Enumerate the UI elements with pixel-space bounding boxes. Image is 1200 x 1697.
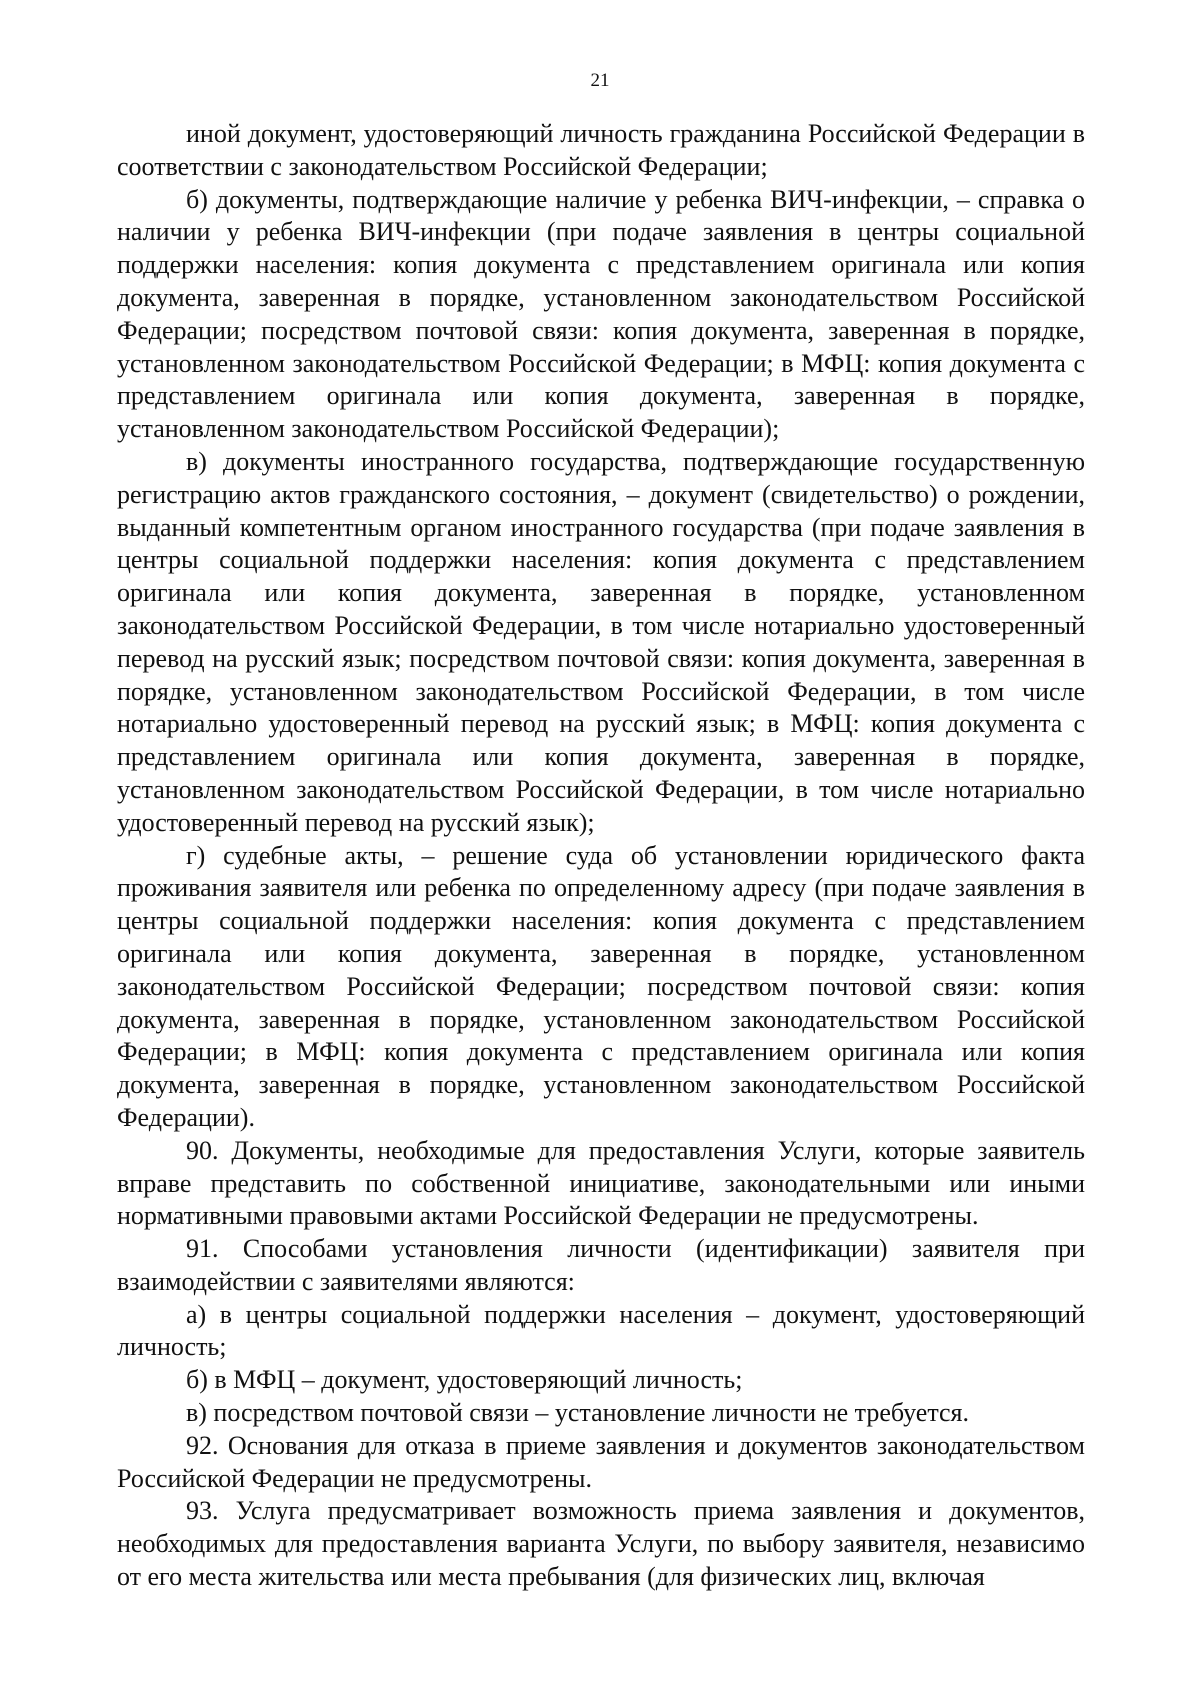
paragraph-g-court-acts: г) судебные акты, – решение суда об установлении юридического факта проживания заявителя или ребенка по определенному адресу (при подаче заявления в центры социальной поддержки населения: копия документа с представлением оригинала или копия документа, заверенная в порядке, установленном законодательством Российской Федерации; посредством почтовой связи: копия документа, заверенная в порядке, установленном законодательством Российской Федерации; в МФЦ: копия документа с представлением оригинала или копия документа, заверенная в порядке, установленном законодательством Российской Федерации). [117,840,1085,1132]
paragraph-b-hiv-documents: б) документы, подтверждающие наличие у ребенка ВИЧ-инфекции, – справка о наличии у ребенка ВИЧ-инфекции (при подаче заявления в центры социальной поддержки населения: копия документа с представлением оригинала или копия документа, заверенная в порядке, установленном законодательством Российской Федерации; посредством почтовой связи: копия документа, заверенная в порядке, установленном законодательством Российской Федерации; в МФЦ: копия документа с представлением оригинала или копия документа, заверенная в порядке, установленном законодательством Российской Федерации); [117,184,1085,444]
paragraph-v-foreign-documents: в) документы иностранного государства, подтверждающие государственную регистрацию актов гражданского состояния, – документ (свидетельство) о рождении, выданный компетентным органом иностранного государства (при подаче заявления в центры социальной поддержки населения: копия документа с представлением оригинала или копия документа, заверенная в порядке, установленном законодательством Российской Федерации, в том числе нотариально удостоверенный перевод на русский язык; посредством почтовой связи: копия документа, заверенная в порядке, установленном законодательством Российской Федерации, в том числе нотариально удостоверенный перевод на русский язык; в МФЦ: копия документа с представлением оригинала или копия документа, заверенная в порядке, установленном законодательством Российской Федерации, в том числе нотариально удостоверенный перевод на русский язык); [117,446,1085,837]
document-body [117,118,1085,1594]
paragraph-92: 92. Основания для отказа в приеме заявления и документов законодательством Российской Федерации не предусмотрены. [117,1430,1085,1493]
paragraph-90: 90. Документы, необходимые для предоставления Услуги, которые заявитель вправе представить по собственной инициативе, законодательными или иными нормативными правовыми актами Российской Федерации не предусмотрены. [117,1135,1085,1231]
paragraph-91-v: в) посредством почтовой связи – установление личности не требуется. [186,1398,970,1428]
page-number: 21 [590,70,610,91]
paragraph-identity-document-continuation: иной документ, удостоверяющий личность гражданина Российской Федерации в соответствии с законодательством Российской Федерации; [117,119,1085,181]
paragraph-91-b: б) в МФЦ – документ, удостоверяющий личность; [186,1365,743,1395]
paragraph-91: 91. Способами установления личности (идентификации) заявителя при взаимодействии с заявителями являются: [117,1234,1085,1296]
paragraph-93: 93. Услуга предусматривает возможность приема заявления и документов, необходимых для предоставления варианта Услуги, по выбору заявителя, независимо от его места жительства или места пребывания (для физических лиц, включая [117,1496,1085,1592]
paragraph-91-a: а) в центры социальной поддержки населения – документ, удостоверяющий личность; [117,1299,1085,1362]
